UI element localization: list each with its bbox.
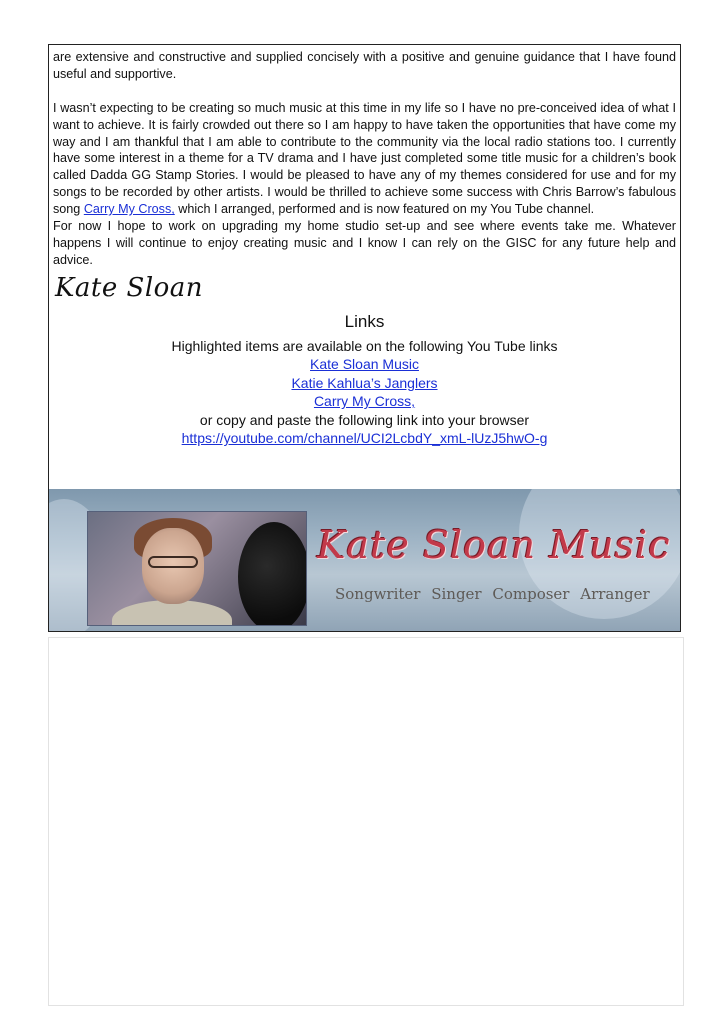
paragraph-1: are extensive and constructive and supplied concisely with a positive and genuine guidance that I have found useful and supportive. [53, 50, 676, 81]
links-section [49, 311, 680, 448]
kate-sloan-music-link[interactable]: Kate Sloan Music [310, 356, 419, 373]
banner-title: Kate Sloan Music [317, 523, 671, 567]
youtube-channel-url-link[interactable]: https://youtube.com/channel/UCI2LcbdY_xmL-lUzJ5hwO-g [181, 430, 548, 447]
paragraph-2 [53, 100, 676, 218]
links-heading: Links [344, 311, 385, 331]
copy-instructions: or copy and paste the following link into your browser [199, 411, 530, 428]
document-page [48, 44, 681, 632]
banner-tagline: Songwriter Singer Composer Arranger [335, 585, 650, 603]
body-text [49, 45, 680, 269]
carry-my-cross-link[interactable]: Carry My Cross, [313, 393, 416, 410]
paragraph-gap [53, 83, 676, 100]
next-blank-page [48, 637, 684, 1006]
kate-sloan-music-banner [49, 489, 680, 632]
carry-my-cross-inline-link[interactable]: Carry My Cross, [83, 202, 175, 217]
paragraph-3: For now I hope to work on upgrading my home studio set-up and see where events take me. Whatever happens I will continue to enjoy creating music and I know I can rely on the GISC for any future help and advice. [53, 219, 676, 267]
paragraph-2-text-b: which I arranged, performed and is now featured on my You Tube channel. [174, 202, 595, 217]
katie-kahlua-janglers-link[interactable]: Katie Kahlua’s Janglers [291, 374, 438, 391]
studio-microphone-icon [238, 522, 307, 626]
links-intro: Highlighted items are available on the following You Tube links [171, 337, 558, 354]
photo-glasses [148, 556, 198, 568]
paragraph-2-text-a: I wasn’t expecting to be creating so much music at this time in my life so I have no pre-conceived idea of what I want to achieve. It is fairly crowded out there so I am happy to have taken the opportunities that have come my way and I am thankful that I am able to contribute to the community via the local radio stations too. I currently have some interest in a theme for a TV drama and I have just completed some title music for a children’s book called Dadda GG Stamp Stories. I would be pleased to have any of my themes considered for use and for my songs to be recorded by other artists. I would be thrilled to achieve some success with Chris Barrow’s fabulous song [53, 100, 676, 217]
signature: Kate Sloan [55, 272, 204, 303]
artist-photo [87, 511, 307, 626]
